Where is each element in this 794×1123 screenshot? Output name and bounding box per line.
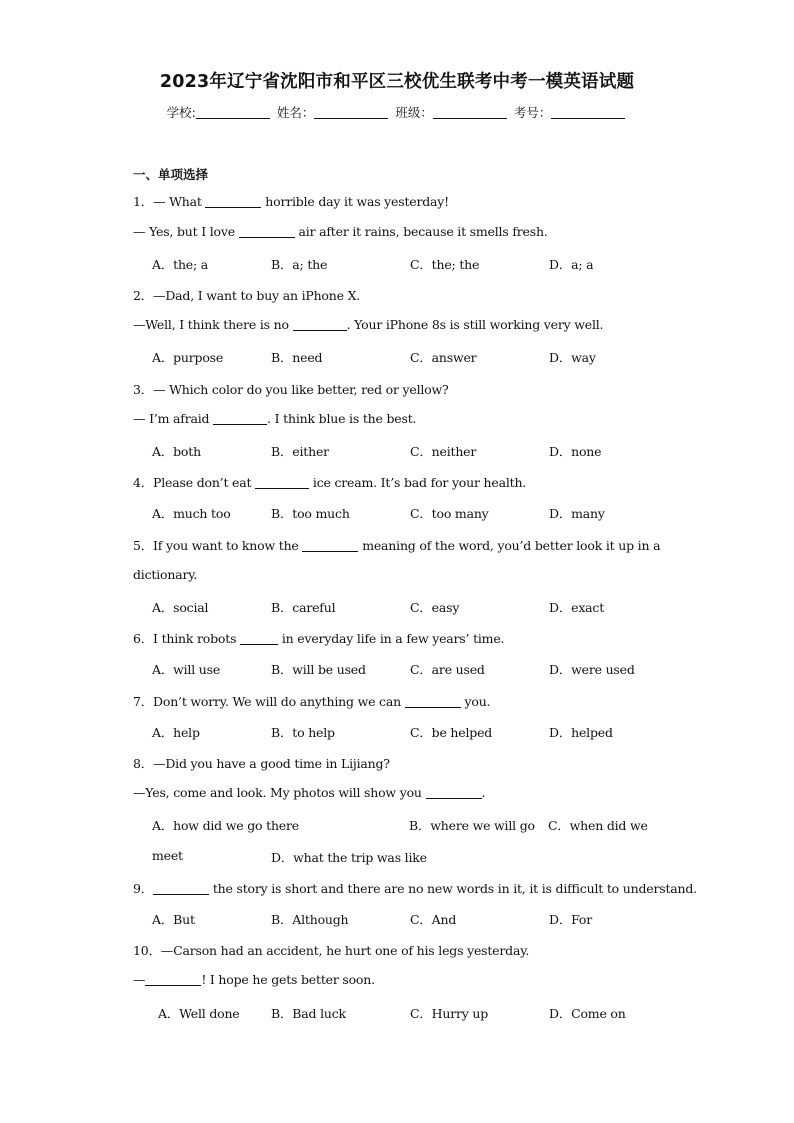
answer-blank: [405, 695, 461, 708]
option-c: C．Hurry up: [410, 1006, 489, 1021]
option-a: A．purpose: [152, 350, 224, 365]
option-a: A．much too: [152, 506, 231, 521]
option-b: B．Bad luck: [271, 1006, 346, 1021]
question-6-line-1: 6．I think robots in everyday life in a few years’ time.: [133, 631, 505, 646]
option-c: C．answer: [410, 350, 477, 365]
answer-blank: [293, 318, 347, 331]
answer-blank: [213, 412, 267, 425]
option-b: B．will be used: [271, 662, 366, 677]
name-label: 姓名：: [276, 105, 315, 120]
answer-blank: [239, 225, 295, 238]
page-title: 2023年辽宁省沈阳市和平区三校优生联考中考一模英语试题: [159, 72, 635, 92]
question-10-line-1: 10．—Carson had an accident, he hurt one of his legs yesterday.: [133, 943, 530, 958]
answer-blank: [255, 476, 309, 489]
answer-blank: [153, 882, 209, 895]
option-c-continued: meet: [152, 848, 183, 863]
option-c: C．are used: [410, 662, 485, 677]
question-1-line-1: 1．— What horrible day it was yesterday!: [133, 194, 449, 209]
question-3-line-1: 3．— Which color do you like better, red or yellow?: [133, 382, 449, 397]
option-b: B．to help: [271, 725, 335, 740]
option-a: A．the; a: [152, 257, 209, 272]
school-label: 学校:: [166, 105, 196, 120]
question-7-line-1: 7．Don’t worry. We will do anything we can you.: [133, 694, 491, 709]
option-c: C．be helped: [410, 725, 493, 740]
question-5-line-1: 5．If you want to know the meaning of the word, you’d better look it up in a: [133, 538, 661, 553]
option-b: B．too much: [271, 506, 350, 521]
option-b: B．need: [271, 350, 323, 365]
option-d: D．none: [549, 444, 602, 459]
question-1-line-2: — Yes, but I love air after it rains, because it smells fresh.: [133, 224, 548, 239]
question-2-line-2: —Well, I think there is no . Your iPhone 8s is still working very well.: [133, 317, 604, 332]
option-c: C．too many: [410, 506, 489, 521]
question-9-line-1: 9． the story is short and there are no new words in it, it is difficult to understand.: [133, 881, 697, 896]
option-a: A．will use: [152, 662, 221, 677]
option-d: D．Come on: [549, 1006, 626, 1021]
option-c: C．And: [410, 912, 457, 927]
option-b: B．where we will go: [409, 818, 535, 833]
option-d: D．many: [549, 506, 605, 521]
option-c: C．neither: [410, 444, 477, 459]
option-d: D．a; a: [549, 257, 594, 272]
question-3-line-2: — I’m afraid . I think blue is the best.: [133, 411, 417, 426]
question-8-line-2: —Yes, come and look. My photos will show you .: [133, 785, 486, 800]
option-d: D．For: [549, 912, 593, 927]
option-c: C．the; the: [410, 257, 480, 272]
name-blank[interactable]: [314, 106, 388, 119]
question-8-line-1: 8．—Did you have a good time in Lijiang?: [133, 756, 390, 771]
option-d: D．exact: [549, 600, 605, 615]
question-4-line-1: 4．Please don’t eat ice cream. It’s bad for your health.: [133, 475, 527, 490]
question-10-line-2: — ! I hope he gets better soon.: [133, 972, 375, 987]
option-b: B．Although: [271, 912, 349, 927]
option-d: D．were used: [549, 662, 635, 677]
option-d: D．what the trip was like: [271, 850, 427, 865]
question-2-line-1: 2．—Dad, I want to buy an iPhone X.: [133, 288, 361, 303]
exam-number-blank[interactable]: [551, 106, 625, 119]
answer-blank: [426, 786, 482, 799]
question-5-line-2: dictionary.: [133, 567, 198, 582]
student-info-row: [0, 103, 794, 121]
option-a: A．Well done: [158, 1006, 240, 1021]
school-blank[interactable]: [196, 106, 270, 119]
option-a: A．But: [152, 912, 195, 927]
option-b: B．careful: [271, 600, 336, 615]
section-title: 一、单项选择: [133, 167, 209, 182]
answer-blank: [145, 973, 201, 986]
class-label: 班级：: [395, 105, 433, 120]
option-b: B．a; the: [271, 257, 328, 272]
option-d: D．way: [549, 350, 596, 365]
exam-number-label: 考号：: [513, 105, 552, 120]
answer-blank: [302, 539, 358, 552]
option-a: A．social: [152, 600, 209, 615]
option-a: A．both: [152, 444, 201, 459]
option-a: A．help: [152, 725, 200, 740]
class-blank[interactable]: [433, 106, 507, 119]
option-d: D．helped: [549, 725, 613, 740]
option-b: B．either: [271, 444, 329, 459]
option-a: A．how did we go there: [152, 818, 299, 833]
answer-blank: [240, 632, 278, 645]
option-c: C．easy: [410, 600, 460, 615]
answer-blank: [205, 195, 261, 208]
option-c: C．when did we: [548, 818, 648, 833]
